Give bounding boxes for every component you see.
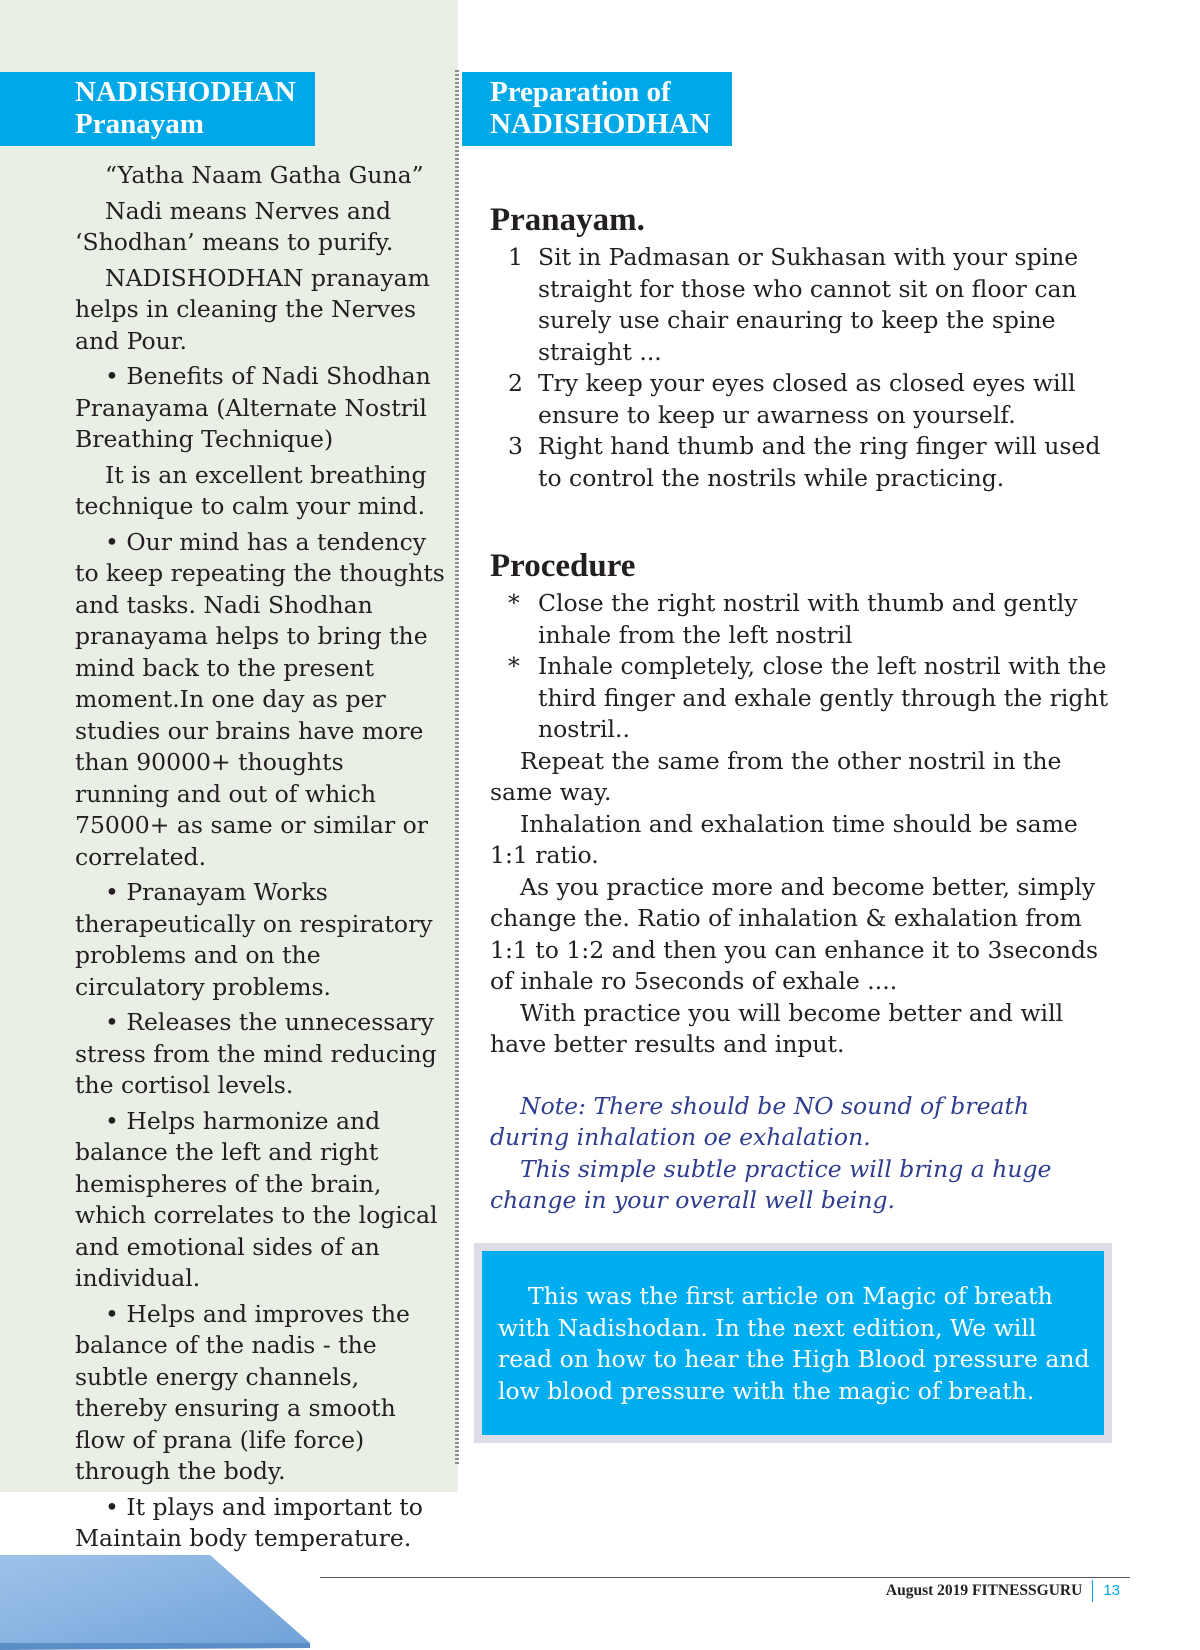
note-paragraph: Note: There should be NO sound of breath during inhalation oe exhalation. — [490, 1091, 1030, 1151]
footer-separator — [1092, 1580, 1093, 1602]
left-paragraph: • Helps and improves the balance of the nadis - the subtle energy channels, thereby ensuring a smooth flow of prana (life force) through the body. — [75, 1299, 410, 1485]
step-text: Sit in Padmasan or Sukhasan with your spine straight for those who cannot sit on floor can surely use chair enauring to keep the spine straight ... — [538, 243, 1079, 366]
left-paragraph: • Helps harmonize and balance the left and right hemispheres of the brain, which correlates to the logical and emotional sides of an individual. — [75, 1106, 438, 1292]
list-item — [490, 242, 1110, 368]
list-item — [490, 431, 1110, 494]
left-paragraph: • Our mind has a tendency to keep repeating the thoughts and tasks. Nadi Shodhan pranayama helps to bring the mind back to the present moment.In one day as per studies our brains have more than 90000+ thoughts running and out of which 75000+ as same or similar or correlated. — [75, 527, 445, 871]
list-item — [490, 368, 1110, 431]
list-item — [490, 588, 1110, 651]
left-paragraph: • Pranayam Works therapeutically on respiratory problems and on the circulatory problems. — [75, 878, 433, 1001]
note-paragraph: This simple subtle practice will bring a huge change in your overall well being. — [490, 1154, 1052, 1214]
left-paragraph: • It plays and important to Maintain body temperature. — [75, 1492, 423, 1552]
preparation-steps-list — [490, 242, 1110, 494]
bullet-asterisk: * — [508, 589, 520, 617]
pranayam-heading: Pranayam. — [490, 202, 645, 238]
left-section-title — [0, 72, 315, 146]
left-paragraph: “Yatha Naam Gatha Guna” — [105, 161, 424, 189]
step-text: Try keep your eyes closed as closed eyes will ensure to keep ur awarness on yourself. — [538, 369, 1076, 429]
issue-label: August 2019 FITNESSGURU — [885, 1582, 1083, 1599]
procedure-text: Inhale completely, close the left nostril with the third finger and exhale gently through the right nostril.. — [538, 652, 1109, 743]
left-paragraph: • Releases the unnecessary stress from the mind reducing the cortisol levels. — [75, 1008, 437, 1099]
left-paragraph: Nadi means Nerves and ‘Shodhan’ means to purify. — [75, 196, 394, 256]
left-title-line-2: Pranayam — [75, 108, 204, 140]
footer-rule — [320, 1577, 1130, 1578]
column-divider — [455, 70, 459, 1465]
right-column-text — [490, 202, 1110, 1217]
right-title-line-1: Preparation of — [490, 76, 671, 108]
left-paragraph: • Benefits of Nadi Shodhan Pranayama (Alternate Nostril Breathing Technique) — [75, 362, 431, 453]
yoga-mat-image — [0, 1555, 320, 1650]
note-block — [490, 1091, 1110, 1217]
right-paragraph: Repeat the same from the other nostril in the same way. — [490, 746, 1062, 806]
step-text: Right hand thumb and the ring finger will used to control the nostrils while practicing. — [538, 432, 1101, 492]
left-paragraph: NADISHODHAN pranayam helps in cleaning the Nerves and Pour. — [75, 263, 430, 355]
callout-box — [474, 1243, 1112, 1443]
right-paragraph: As you practice more and become better, simply change the. Ratio of inhalation & exhalation from 1:1 to 1:2 and then you can enhance it to 3seconds of inhale ro 5seconds of exhale .... — [490, 872, 1099, 995]
step-number: 2 — [508, 369, 523, 397]
procedure-list — [490, 588, 1110, 746]
left-paragraph: It is an excellent breathing technique to calm your mind. — [75, 460, 427, 520]
list-item — [490, 651, 1110, 746]
callout-text: This was the first article on Magic of breath with Nadishodan. In the next edition, We will read on how to hear the High Blood pressure and low blood pressure with the magic of breath. — [482, 1251, 1104, 1435]
page-footer — [886, 1580, 1120, 1602]
step-number: 1 — [508, 243, 523, 271]
page-number: 13 — [1103, 1582, 1120, 1599]
right-section-title — [462, 72, 732, 146]
left-column-text — [75, 160, 445, 1559]
right-paragraph: Inhalation and exhalation time should be same 1:1 ratio. — [490, 809, 1078, 869]
bullet-asterisk: * — [508, 652, 520, 680]
procedure-text: Close the right nostril with thumb and gently inhale from the left nostril — [538, 589, 1078, 649]
right-paragraph: With practice you will become better and will have better results and input. — [490, 998, 1064, 1058]
left-title-line-1: NADISHODHAN — [75, 76, 296, 108]
right-title-line-2: NADISHODHAN — [490, 108, 711, 140]
step-number: 3 — [508, 432, 523, 460]
procedure-heading: Procedure — [490, 548, 636, 584]
